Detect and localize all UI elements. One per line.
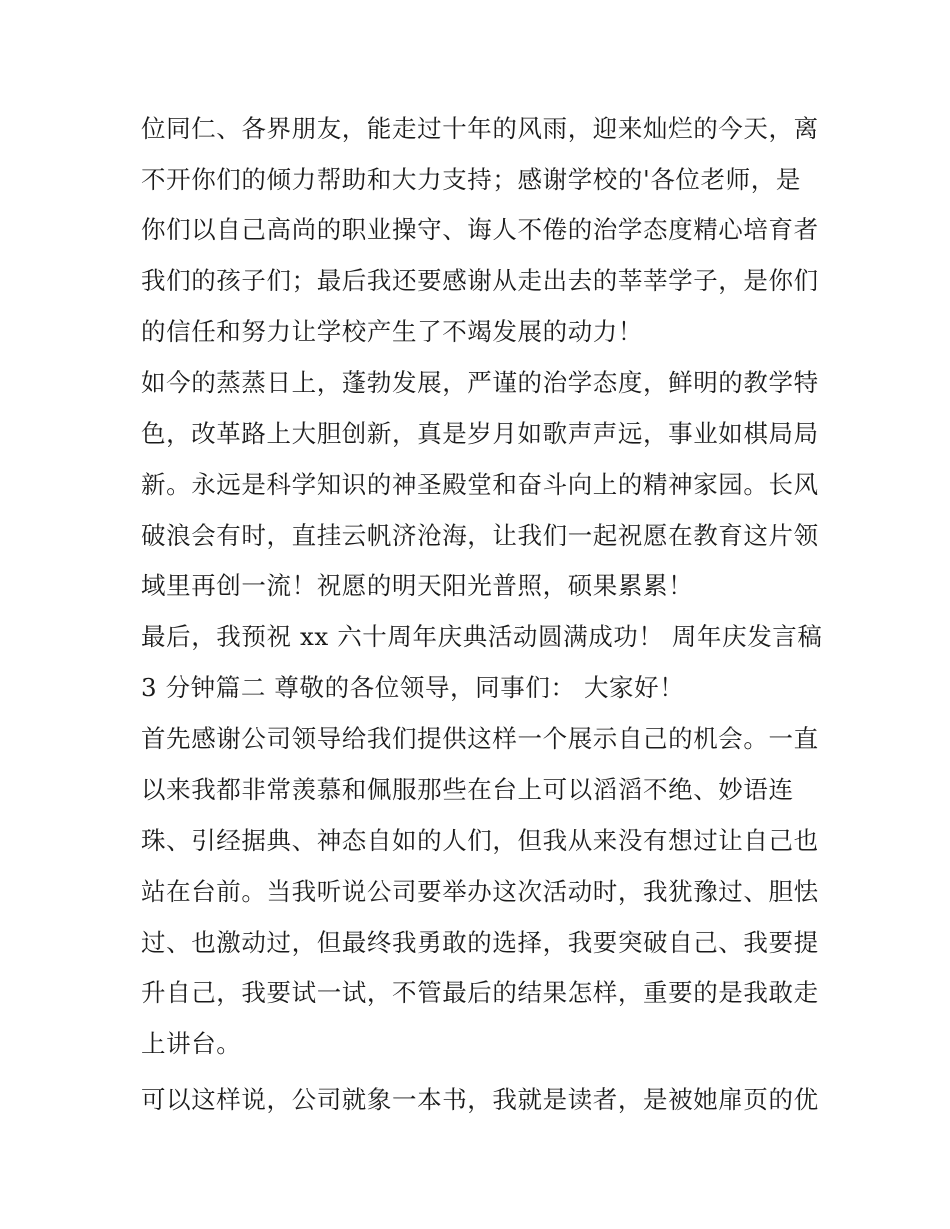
text-line: 最后，我预祝 xx 六十周年庆典活动圆满成功！ 周年庆发言稿	[141, 622, 823, 651]
text-line: 上讲台。	[141, 1029, 242, 1058]
text-line: 我们的孩子们；最后我还要感谢从走出去的莘莘学子，是你们	[141, 266, 819, 295]
text-line: 域里再创一流！祝愿的明天阳光普照，硕果累累！	[141, 571, 694, 600]
text-line: 的信任和努力让学校产生了不竭发展的动力！	[141, 317, 643, 346]
text-line: 站在台前。当我听说公司要举办这次活动时，我犹豫过、胆怯	[141, 877, 819, 906]
text-line: 首先感谢公司领导给我们提供这样一个展示自己的机会。一直	[141, 724, 819, 753]
text-line: 破浪会有时，直挂云帆济沧海，让我们一起祝愿在教育这片领	[141, 521, 819, 550]
text-line: 可以这样说，公司就象一本书，我就是读者，是被她扉页的优	[141, 1085, 819, 1114]
text-line: 不开你们的倾力帮助和大力支持；感谢学校的'各位老师，是	[141, 165, 801, 194]
text-line: 过、也激动过，但最终我勇敢的选择，我要突破自己、我要提	[141, 928, 819, 957]
text-line: 3 分钟篇二 尊敬的各位领导，同事们： 大家好！	[141, 673, 685, 702]
text-line: 色，改革路上大胆创新，真是岁月如歌声声远，事业如棋局局	[141, 419, 819, 448]
text-line: 升自己，我要试一试，不管最后的结果怎样，重要的是我敢走	[141, 978, 819, 1007]
text-line: 如今的蒸蒸日上，蓬勃发展，严谨的治学态度，鲜明的教学特	[141, 368, 819, 397]
text-line: 位同仁、各界朋友，能走过十年的风雨，迎来灿烂的今天，离	[141, 114, 819, 143]
text-line: 珠、引经据典、神态自如的人们，但我从来没有想过让自己也	[141, 826, 819, 855]
text-line: 以来我都非常羡慕和佩服那些在台上可以滔滔不绝、妙语连	[141, 775, 794, 804]
text-line: 新。永远是科学知识的神圣殿堂和奋斗向上的精神家园。长风	[141, 470, 819, 499]
text-line: 你们以自己高尚的职业操守、诲人不倦的治学态度精心培育者	[141, 215, 819, 244]
